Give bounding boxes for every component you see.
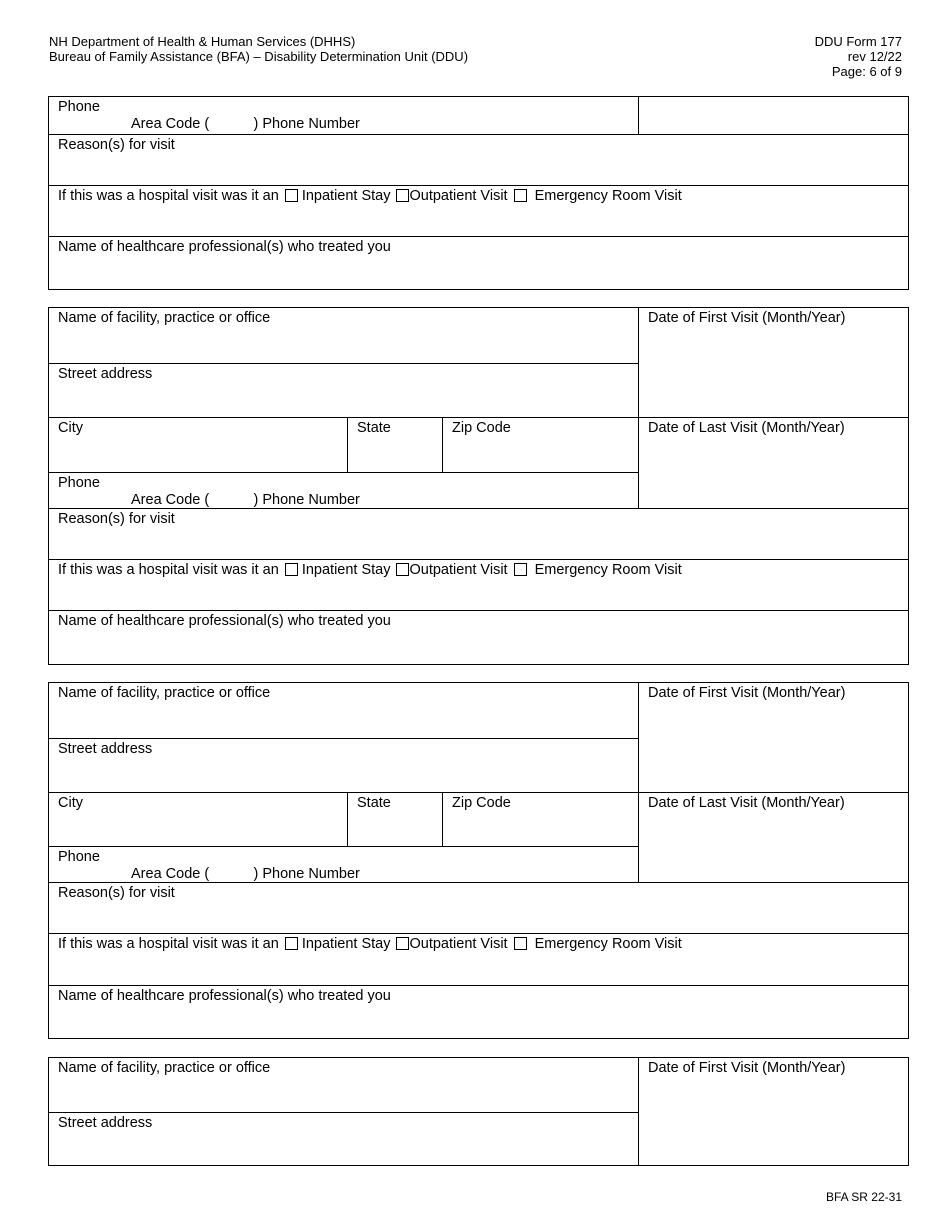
last-visit-field[interactable] [638,792,908,882]
zip-label: Zip Code [452,795,511,811]
professionals-label: Name of healthcare professional(s) who treated you [58,613,391,629]
city-field[interactable] [49,417,347,472]
last-visit-label: Date of Last Visit (Month/Year) [648,795,845,811]
er-label: Emergency Room Visit [534,188,682,204]
facility-block-2 [48,307,909,665]
street-label: Street address [58,741,153,757]
bureau-name: Bureau of Family Assistance (BFA) – Disability Determination Unit (DDU) [49,49,469,64]
phone-label: Phone [58,99,100,115]
facility-block-1 [48,96,909,290]
outpatient-label: Outpatient Visit [409,562,508,578]
hospital-question: If this was a hospital visit was it an [58,562,279,578]
page-number: Page: 6 of 9 [831,64,902,79]
inpatient-label: Inpatient Stay [301,188,391,204]
reasons-label: Reason(s) for visit [58,885,175,901]
zip-field[interactable] [442,792,638,846]
page-header-left [49,34,468,64]
facility-name-field[interactable] [49,308,638,363]
phone-field[interactable] [49,846,638,882]
hospital-visit-row [49,933,908,985]
inpatient-checkbox[interactable] [285,937,298,950]
facility-block-3 [48,682,909,1039]
street-field[interactable] [49,363,638,417]
facility-name-label: Name of facility, practice or office [58,685,271,701]
outpatient-checkbox[interactable] [396,563,409,576]
er-checkbox[interactable] [514,189,527,202]
inpatient-label: Inpatient Stay [301,562,391,578]
city-label: City [58,420,83,436]
er-label: Emergency Room Visit [534,936,682,952]
street-label: Street address [58,366,153,382]
er-checkbox[interactable] [514,563,527,576]
first-visit-field[interactable] [638,683,908,792]
professionals-field[interactable] [49,985,908,1038]
phone-field[interactable] [49,472,638,508]
reasons-label: Reason(s) for visit [58,137,175,153]
professionals-label: Name of healthcare professional(s) who treated you [58,239,391,255]
phone-label: Phone [58,475,100,491]
inpatient-label: Inpatient Stay [301,936,391,952]
outpatient-checkbox[interactable] [396,189,409,202]
outpatient-checkbox[interactable] [396,937,409,950]
department-name: NH Department of Health & Human Services (DHHS) [49,34,356,49]
facility-name-field[interactable] [49,683,638,738]
phone-subfields [131,116,360,133]
hospital-visit-row [49,185,908,236]
professionals-field[interactable] [49,610,908,664]
reasons-label: Reason(s) for visit [58,511,175,527]
reasons-field[interactable] [49,882,908,933]
er-checkbox[interactable] [514,937,527,950]
last-visit-field[interactable] [638,417,908,508]
state-field[interactable] [347,417,442,472]
phone-subfields [131,866,360,883]
hospital-visit-row [49,559,908,610]
hospital-question: If this was a hospital visit was it an [58,936,279,952]
phone-number-label: Phone Number [262,866,360,882]
facility-block-4 [48,1057,909,1166]
reasons-field[interactable] [49,508,908,559]
street-field[interactable] [49,1112,638,1165]
first-visit-label: Date of First Visit (Month/Year) [648,310,846,326]
state-label: State [357,420,391,436]
phone-label: Phone [58,849,100,865]
first-visit-label: Date of First Visit (Month/Year) [648,685,846,701]
zip-label: Zip Code [452,420,511,436]
phone-subfields [131,492,360,509]
inpatient-checkbox[interactable] [285,563,298,576]
form-revision: rev 12/22 [847,49,902,64]
first-visit-field[interactable] [638,1058,908,1165]
area-code-label: Area Code ( ) [131,492,259,508]
facility-name-label: Name of facility, practice or office [58,310,271,326]
phone-field[interactable] [49,97,638,134]
city-field[interactable] [49,792,347,846]
professionals-label: Name of healthcare professional(s) who treated you [58,988,391,1004]
date-field-continued[interactable] [638,97,908,134]
form-id: DDU Form 177 [814,34,902,49]
first-visit-field[interactable] [638,308,908,417]
area-code-label: Area Code ( ) [131,116,259,132]
er-label: Emergency Room Visit [534,562,682,578]
state-label: State [357,795,391,811]
reasons-field[interactable] [49,134,908,185]
form-footer-code: BFA SR 22-31 [825,1190,902,1204]
last-visit-label: Date of Last Visit (Month/Year) [648,420,845,436]
first-visit-label: Date of First Visit (Month/Year) [648,1060,846,1076]
inpatient-checkbox[interactable] [285,189,298,202]
facility-name-label: Name of facility, practice or office [58,1060,271,1076]
zip-field[interactable] [442,417,638,472]
state-field[interactable] [347,792,442,846]
area-code-label: Area Code ( ) [131,866,259,882]
phone-number-label: Phone Number [262,116,360,132]
facility-name-field[interactable] [49,1058,638,1112]
street-label: Street address [58,1115,153,1131]
outpatient-label: Outpatient Visit [409,188,508,204]
page-header-right [815,34,902,79]
phone-number-label: Phone Number [262,492,360,508]
outpatient-label: Outpatient Visit [409,936,508,952]
hospital-question: If this was a hospital visit was it an [58,188,279,204]
professionals-field[interactable] [49,236,908,289]
city-label: City [58,795,83,811]
street-field[interactable] [49,738,638,792]
